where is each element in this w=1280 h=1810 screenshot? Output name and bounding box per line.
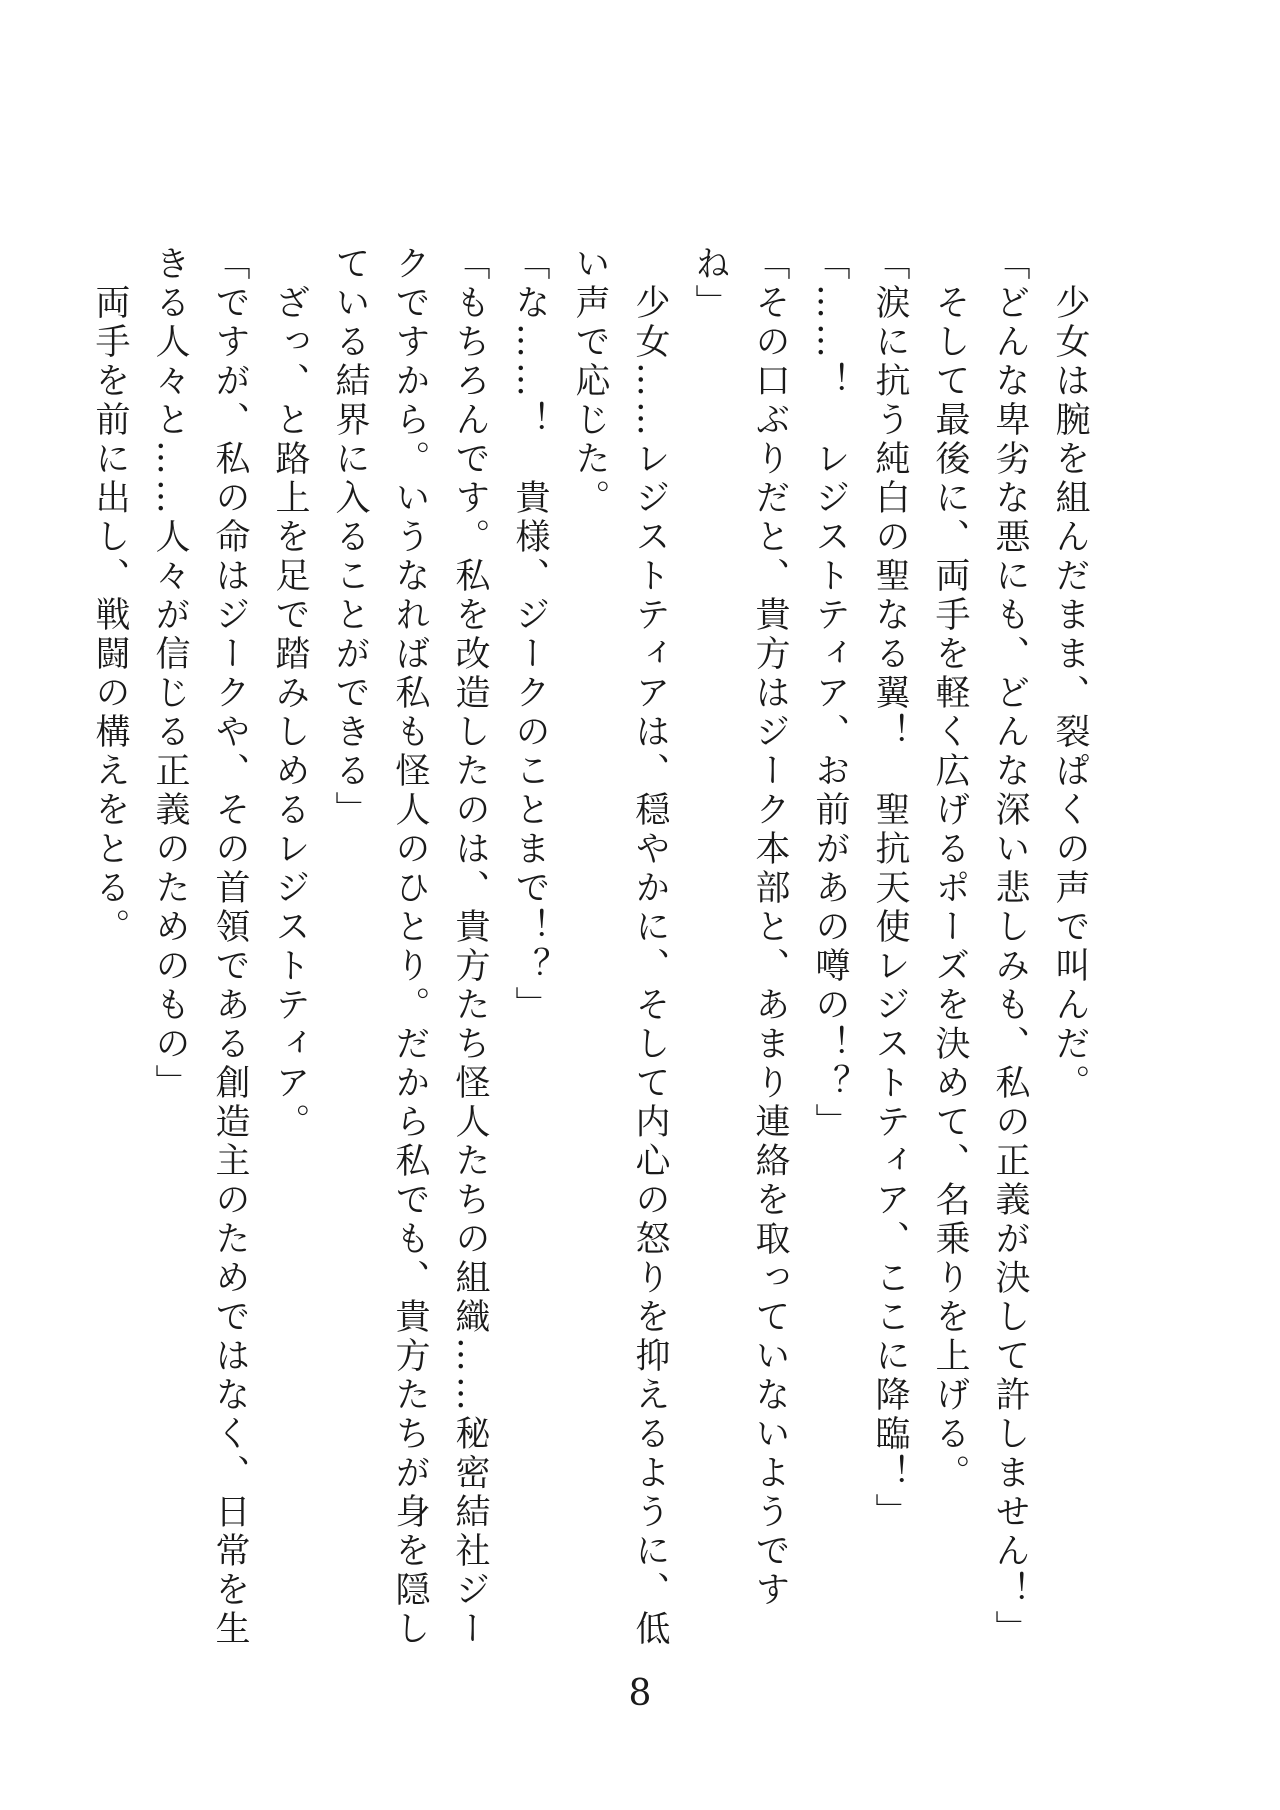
narration-line: 少女……レジストティアは、穏やかに、そして内心の怒りを抑えるように、低い声で応じた。 [570,245,670,1649]
dialogue-line: 「ですが、私の命はジークや、その首領である創造主のためではなく、日常を生きる人々と……人々が信じる正義のためのもの」 [150,245,250,1649]
dialogue-line: 「その口ぶりだと、貴方はジーク本部と、あまり連絡を取っていないようですね」 [690,245,790,1610]
vertical-text-body [90,245,1100,1655]
narration-line: ざっ、と路上を足で踏みしめるレジストティア。 [270,245,310,1142]
dialogue-line: 「もちろんです。私を改造したのは、貴方たち怪人たちの組織……秘密結社ジークですから。いうなれば私も怪人のひとり。だから私でも、貴方たちが身を隠している結界に入ることができる」 [330,245,490,1649]
narration-line: 両手を前に出し、戦闘の構えをとる。 [90,245,130,947]
dialogue-line: 「涙に抗う純白の聖なる翼！ 聖抗天使レジストティア、ここに降臨！」 [870,245,910,1532]
dialogue-line: 「どんな卑劣な悪にも、どんな深い悲しみも、私の正義が決して許しません！」 [990,245,1030,1649]
page-number: 8 [628,1673,652,1714]
dialogue-line: 「な……！ 貴様、ジークのことまで！？」 [510,245,550,1025]
narration-line: そして最後に、両手を軽く広げるポーズを決めて、名乗りを上げる。 [930,245,970,1493]
narration-line: 少女は腕を組んだまま、裂ぱくの声で叫んだ。 [1050,245,1090,1103]
dialogue-line: 「……！ レジストティア、お前があの噂の！？」 [810,245,850,1142]
